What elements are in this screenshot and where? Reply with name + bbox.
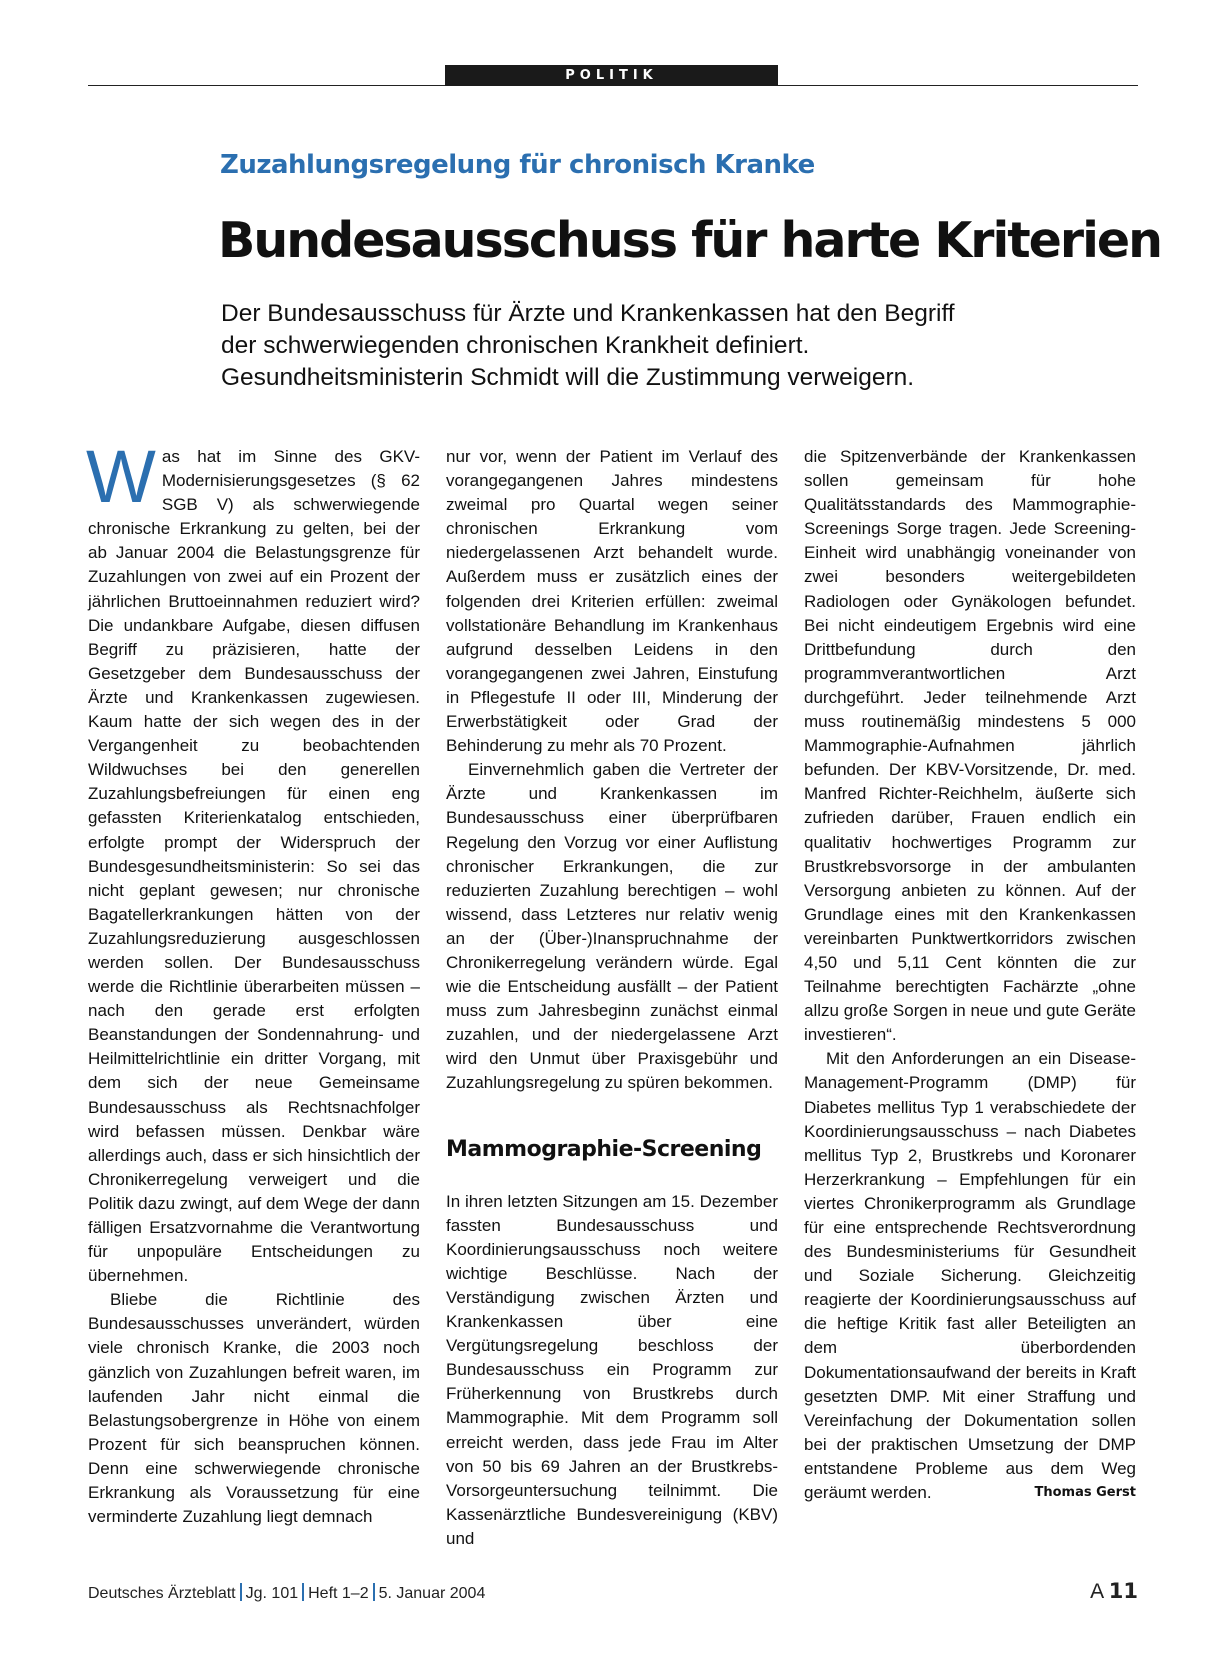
lead-line: Der Bundesausschuss für Ärzte und Krankenkassen hat den Begriff [221,300,955,327]
page-footer [88,1579,1138,1603]
lead-line: der schwerwiegenden chronischen Krankheit definiert. [221,332,810,359]
issue-date: 5. Januar 2004 [378,1585,486,1602]
page-number [1090,1579,1138,1604]
drop-cap: W [86,435,156,518]
body-paragraph: nur vor, wenn der Patient im Verlauf des vorangegangenen Jahres mindestens zweimal pro Quartal wegen seiner chronischen Erkrankung vom niedergelassenen Arzt behandelt wurde. Außerdem muss er zusätzlich eines der folgenden drei Kriterien erfüllen: zweimal vollstationäre Behandlung im Krankenhaus aufgrund desselben Leidens in den vorangegangenen zwei Jahren, Einstufung in Pflegestufe II oder III, Minderung der Erwerbstätigkeit oder Grad der Behinderung zu mehr als 70 Prozent. [446,447,778,756]
text-column-1 [86,435,420,1529]
journal-issue: Heft 1–2 [308,1585,369,1602]
paragraph-text: Mit den Anforderungen an ein Disease-Management-Programm (DMP) für Diabetes mellitus Typ 1 verabschiedete der Koordinierungsausschuss – nach Diabetes mellitus Typ 2, Brustkrebs und Koronarer Herzerkrankung – Empfehlungen für ein viertes Chronikerprogramm als Grundlage für eine entsprechende Rechtsverordnung des Bundesministeriums für Gesundheit und Soziale Sicherung. Gleichzeitig reagierte der Koordinierungsausschuss auf die heftige Kritik fast aller Beteiligten an dem überbordenden Dokumentationsaufwand der bereits in Kraft gesetzten DMP. Mit einer Straffung und Vereinfachung der Dokumentation sollen bei der praktischen Umsetzung der DMP entstandene Probleme aus dem Weg geräumt werden. [804,1049,1136,1503]
footer-separator [373,1583,375,1601]
journal-volume: Jg. 101 [245,1585,299,1602]
body-paragraph [804,1047,1136,1505]
author-byline: Thomas Gerst [1034,1485,1136,1501]
body-paragraph: die Spitzenverbände der Krankenkassen sollen gemeinsam für hohe Qualitätsstandards des Mammographie-Screenings Sorge tragen. Jede Screening-Einheit wird unabhängig voneinander von zwei besonders weitergebildeten Radiologen oder Gynäkologen befundet. Bei nicht eindeutigem Ergebnis wird eine Drittbefundung durch den programmverantwortlichen Arzt durchgeführt. Jeder teilnehmende Arzt muss routinemäßig mindestens 5 000 Mammographie-Aufnahmen jährlich befunden. Der KBV-Vorsitzende, Dr. med. Manfred Richter-Reichhelm, äußerte sich zufrieden darüber, Frauen endlich ein qualitativ hochwertiges Programm zur Brustkrebsvorsorge in der ambulanten Versorgung anbieten zu können. Auf der Grundlage eines mit den Krankenkassen vereinbarten Punktwertkorridors zwischen 4,50 und 5,11 Cent könnten die zur Teilnahme berechtigten Fachärzte „ohne allzu große Sorgen in neue und gute Geräte investieren“. [804,447,1136,1045]
section-rubric: POLITIK [445,65,778,86]
text-column-2 [446,445,778,1551]
footer-separator [240,1583,242,1601]
footer-separator [302,1583,304,1601]
article-headline: Bundesausschuss für harte Kriterien [218,212,1161,269]
folio-number: 11 [1108,1579,1138,1603]
paragraph-text: as hat im Sinne des GKV-Modernisierungsgesetzes (§ 62 SGB V) als schwerwiegende chronische Erkrankung zu gelten, bei der ab Januar 2004 die Belastungsgrenze für Zuzahlungen von zwei auf ein Prozent der jährlichen Bruttoeinnahmen reduziert wird? Die undankbare Aufgabe, diesen diffusen Begriff zu präzisieren, hatte der Gesetzgeber dem Bundesausschuss der Ärzte und Krankenkassen zugewiesen. Kaum hatte der sich wegen des in der Vergangenheit zu beobachtenden Wildwuchses bei den generellen Zuzahlungsbefreiungen für einen eng gefassten Kriterienkatalog entschieden, erfolgte prompt der Widerspruch der Bundesgesundheitsministerin: So sei das nicht geplant gewesen; nur chronische Bagatellerkrankungen hätten von der Zuzahlungsreduzierung ausgeschlossen werden sollen. Der Bundesausschuss werde die Richtlinie überarbeiten müssen – nach den gerade erst erfolgten Beanstandungen der Sondennahrung- und Heilmittelrichtlinie ein dritter Vorgang, mit dem sich der neue Gemeinsame Bundesausschuss als Rechtsnachfolger wird befassen müssen. Denkbar wäre allerdings auch, dass er sich hinsichtlich der Chronikerregelung verweigert und die Politik dazu zwingt, auf dem Wege der dann fälligen Ersatzvornahme die Verantwortung für unpopuläre Entscheidungen zu übernehmen. [88,447,420,1286]
folio-prefix: A [1090,1580,1103,1603]
lead-line: Gesundheitsministerin Schmidt will die Zustimmung verweigern. [221,364,915,391]
body-paragraph: Einvernehmlich gaben die Vertreter der Ärzte und Krankenkassen im Bundesausschuss einer überprüfbaren Regelung den Vorzug vor einer Auflistung chronischer Erkrankungen, die zur reduzierten Zuzahlung berechtigen – wohl wissend, dass Letzteres nur relativ wenig an der (Über-)Inanspruchnahme der Chronikerregelung verändern würde. Egal wie die Entscheidung ausfällt – der Patient muss zum Jahresbeginn zunächst einmal zuzahlen, und der niedergelassene Arzt wird den Unmut über Praxisgebühr und Zuzahlungsregelung zu spüren bekommen. [446,760,778,1093]
journal-name: Deutsches Ärzteblatt [88,1585,236,1602]
text-column-3 [804,445,1136,1505]
body-paragraph [86,435,420,1288]
article-kicker: Zuzahlungsregelung für chronisch Kranke [220,150,815,180]
body-paragraph: In ihren letzten Sitzungen am 15. Dezember fassten Bundesausschuss und Koordinierungsausschuss noch weitere wichtige Beschlüsse. Nach der Verständigung zwischen Ärzten und Krankenkassen über eine Vergütungsregelung beschloss der Bundesausschuss ein Programm zur Früherkennung von Brustkrebs durch Mammographie. Mit dem Programm soll erreicht werden, dass jede Frau im Alter von 50 bis 69 Jahren an der Brustkrebs-Vorsorgeuntersuchung teilnimmt. Die Kassenärztliche Bundesvereinigung (KBV) und [446,1191,778,1548]
body-paragraph: Bliebe die Richtlinie des Bundesausschusses unverändert, würden viele chronisch Kranke, die 2003 noch gänzlich von Zuzahlungen befreit waren, im laufenden Jahr nicht einmal die Belastungsobergrenze in Höhe von einem Prozent für sich beanspruchen können. Denn eine schwerwiegende chronische Erkrankung als Voraussetzung für eine verminderte Zuzahlung liegt demnach [88,1290,420,1527]
article-lead [221,298,1121,394]
section-subhead: Mammographie-Screening [446,1136,762,1162]
